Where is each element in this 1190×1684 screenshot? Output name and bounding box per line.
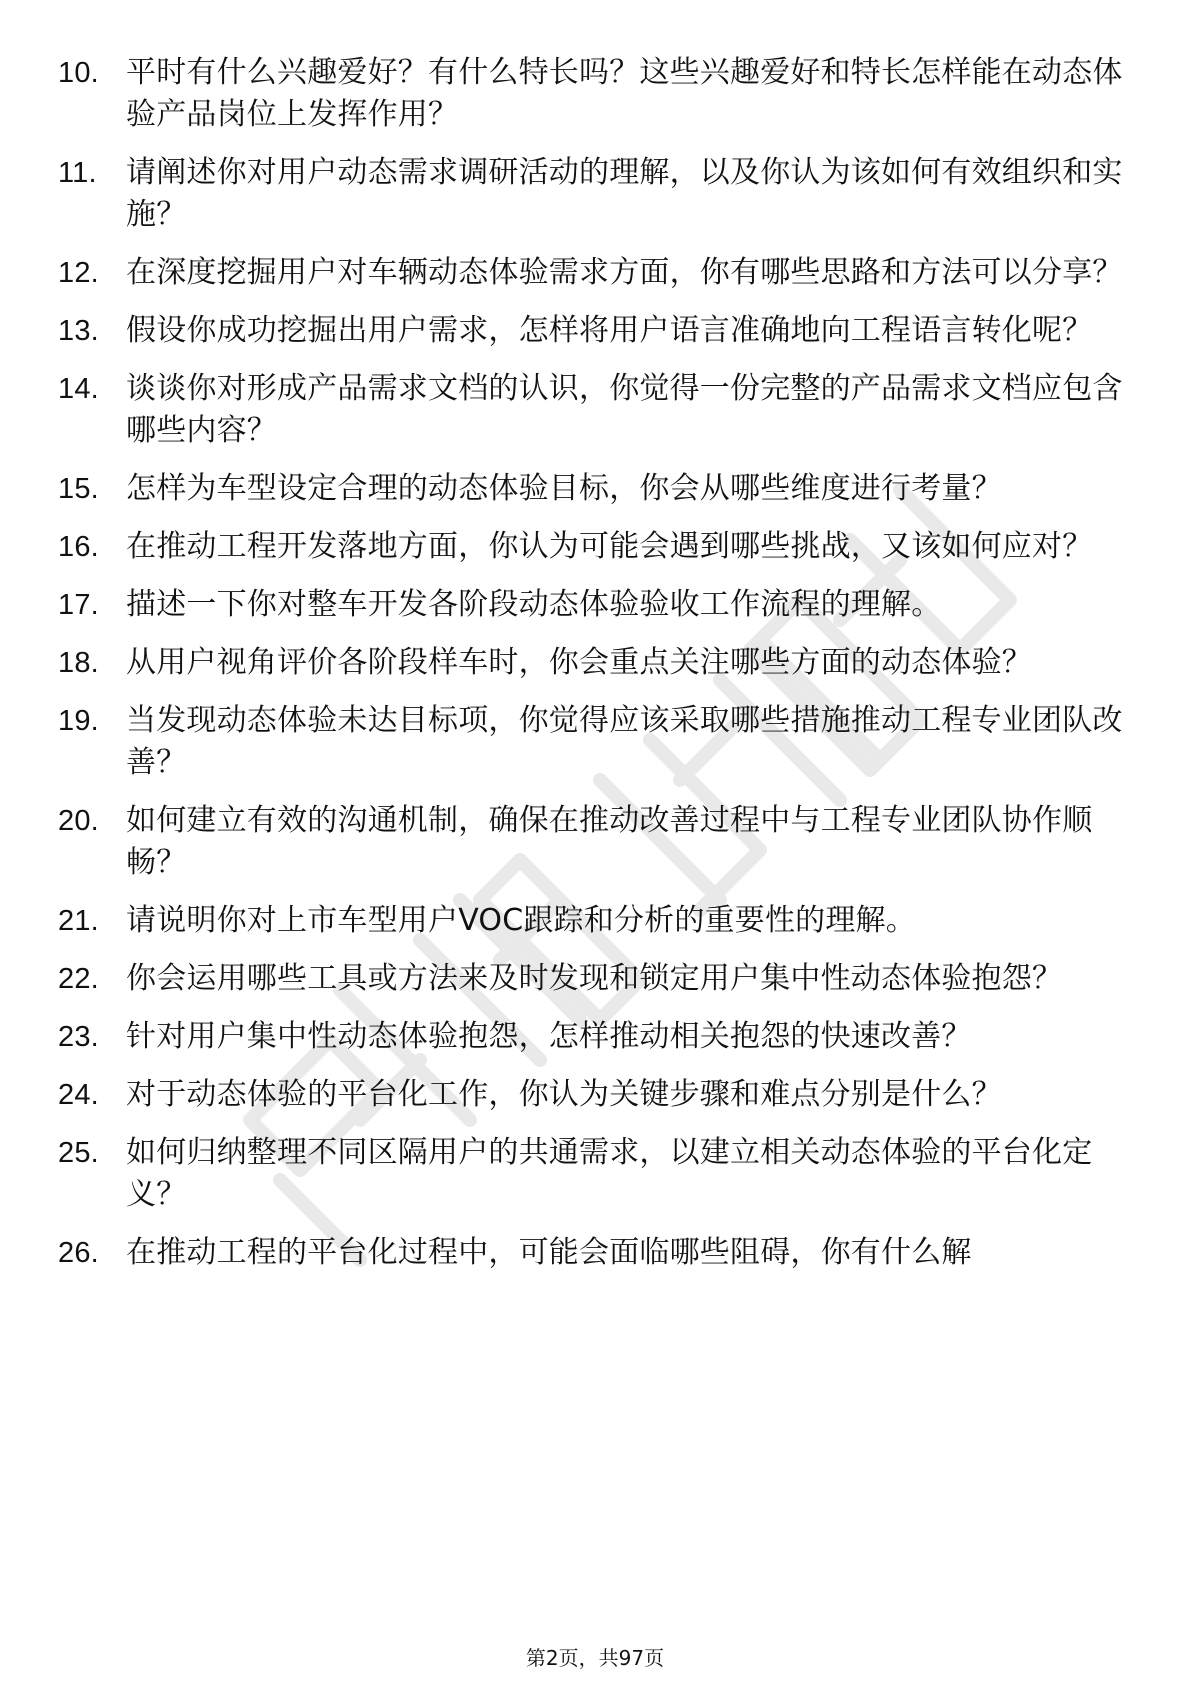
question-text: 在推动工程的平台化过程中，可能会面临哪些阻碍，你有什么解 (126, 1235, 972, 1270)
question-number: 19. (58, 705, 99, 737)
question-number: 20. (58, 805, 99, 837)
list-item (58, 252, 1128, 294)
question-text: 当发现动态体验未达目标项，你觉得应该采取哪些措施推动工程专业团队改善？ (126, 703, 1123, 780)
list-item (58, 800, 1128, 884)
list-item (58, 1074, 1128, 1116)
question-number: 12. (58, 257, 99, 289)
question-number: 26. (58, 1237, 99, 1269)
question-number: 21. (58, 905, 99, 937)
question-number: 18. (58, 647, 99, 679)
question-number: 13. (58, 315, 99, 347)
question-text: 描述一下你对整车开发各阶段动态体验验收工作流程的理解。 (126, 587, 942, 622)
question-number: 15. (58, 473, 99, 505)
question-number: 17. (58, 589, 99, 621)
question-text: 怎样为车型设定合理的动态体验目标，你会从哪些维度进行考量？ (126, 471, 1002, 506)
question-number: 11. (58, 157, 97, 189)
question-text: 针对用户集中性动态体验抱怨，怎样推动相关抱怨的快速改善？ (126, 1019, 972, 1054)
list-item (58, 584, 1128, 626)
list-item (58, 900, 1128, 942)
question-number: 16. (58, 531, 99, 563)
question-text: 如何归纳整理不同区隔用户的共通需求，以建立相关动态体验的平台化定义？ (126, 1135, 1093, 1212)
question-number: 10. (58, 57, 99, 89)
question-text: 在深度挖掘用户对车辆动态体验需求方面，你有哪些思路和方法可以分享？ (126, 255, 1123, 290)
question-number: 22. (58, 963, 99, 995)
question-number: 14. (58, 373, 99, 405)
list-item (58, 368, 1128, 452)
question-text: 请说明你对上市车型用户VOC跟踪和分析的重要性的理解。 (126, 903, 916, 938)
list-item (58, 152, 1128, 236)
question-text: 对于动态体验的平台化工作，你认为关键步骤和难点分别是什么？ (126, 1077, 1002, 1112)
question-number: 23. (58, 1021, 99, 1053)
list-item (58, 642, 1128, 684)
question-text: 谈谈你对形成产品需求文档的认识，你觉得一份完整的产品需求文档应包含哪些内容？ (126, 371, 1123, 448)
question-text: 平时有什么兴趣爱好？有什么特长吗？这些兴趣爱好和特长怎样能在动态体验产品岗位上发挥作用？ (126, 55, 1123, 132)
question-text: 假设你成功挖掘出用户需求，怎样将用户语言准确地向工程语言转化呢？ (126, 313, 1093, 348)
question-text: 从用户视角评价各阶段样车时，你会重点关注哪些方面的动态体验？ (126, 645, 1032, 680)
question-text: 请阐述你对用户动态需求调研活动的理解，以及你认为该如何有效组织和实施？ (126, 155, 1123, 232)
question-text: 在推动工程开发落地方面，你认为可能会遇到哪些挑战，又该如何应对？ (126, 529, 1093, 564)
list-item (58, 310, 1128, 352)
list-item (58, 468, 1128, 510)
question-number: 25. (58, 1137, 99, 1169)
question-text: 如何建立有效的沟通机制，确保在推动改善过程中与工程专业团队协作顺畅？ (126, 803, 1093, 880)
list-item (58, 52, 1128, 136)
question-text: 你会运用哪些工具或方法来及时发现和锁定用户集中性动态体验抱怨？ (126, 961, 1063, 996)
list-item (58, 1016, 1128, 1058)
list-item (58, 526, 1128, 568)
question-number: 24. (58, 1079, 99, 1111)
list-item (58, 1132, 1128, 1216)
page-footer: 第2页，共97页 (525, 1646, 665, 1670)
question-list (58, 52, 1128, 1290)
list-item (58, 700, 1128, 784)
list-item (58, 958, 1128, 1000)
list-item (58, 1232, 1128, 1274)
